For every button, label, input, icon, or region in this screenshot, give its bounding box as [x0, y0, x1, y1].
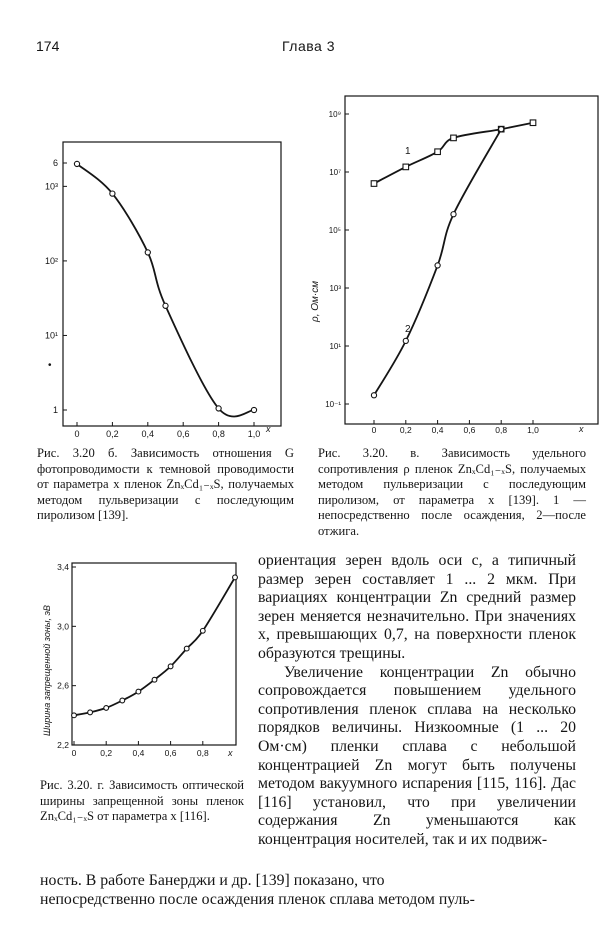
y-tick-label: 10³ [329, 284, 341, 293]
series-line-1 [374, 123, 533, 184]
data-point [152, 677, 157, 682]
caption-fig-b [37, 446, 294, 524]
y-tick-label: 10¹ [44, 330, 58, 341]
body-line-full-2: непосредственно после осаждения пленок сплава методом пуль- [40, 891, 475, 908]
data-point [88, 710, 93, 715]
data-point [120, 698, 125, 703]
caption-label: Рис. 3.20. в. [318, 446, 420, 460]
x-axis-symbol: x [579, 424, 584, 434]
caption-label: Рис. 3.20 б. [37, 446, 118, 460]
y-tick-label: 2,6 [57, 680, 69, 691]
caption-fig-v [318, 446, 586, 539]
data-point-series-2 [435, 263, 440, 268]
paragraph-2: Увеличение концентрации Zn обычно сопровождается повышением удельного сопротивления пленок сплава на несколько порядков величины. Низкоомные (1 ... 20 Ом·см) пленки сплава с небольшой концентрацией Zn могут быть получены методом вакуумного испарения [115, 116]. Дас [116] установил, что при увеличении содержания Zn уменьшаются как концентрация носителей, так и их подвиж- [258, 663, 576, 848]
x-tick-label: 0,8 [495, 425, 508, 435]
x-tick-label: 0,4 [132, 748, 145, 758]
data-point [110, 191, 115, 196]
y-tick-label: 10⁷ [329, 168, 341, 177]
x-axis-symbol: x [266, 424, 271, 434]
figure-3-20-v [305, 92, 610, 442]
paragraph-1: ориентация зерен вдоль оси c, а типичный размер зерен составляет 1 ... 2 мкм. При вариациях концентрации Zn средний размер зерен меняется незначительно. При значениях x, превышающих 0,7, на поверхности пленок образуются трещины. [258, 552, 576, 662]
data-point-series-2 [403, 338, 408, 343]
data-point [104, 706, 109, 711]
series-line-2 [374, 129, 501, 395]
curve-label-2: 2 [405, 324, 411, 335]
y-tick-label: 10¹ [329, 342, 341, 351]
plot-frame [72, 563, 236, 745]
page-number: 174 [36, 38, 60, 54]
data-point [74, 161, 79, 166]
x-tick-label: 0,2 [100, 748, 113, 758]
data-point [233, 575, 238, 580]
caption-label: Рис. 3.20. г. [40, 778, 105, 792]
y-tick-label: 3,0 [57, 621, 69, 632]
x-tick-label: 0,2 [106, 429, 119, 439]
data-point-series-1 [530, 120, 536, 126]
x-tick-label: 1,0 [247, 429, 261, 439]
data-point-series-2 [371, 393, 376, 398]
data-point [163, 303, 168, 308]
y-tick-label: 10³ [44, 181, 58, 192]
y-tick-label: 6 [52, 158, 58, 168]
y-axis-label: Ширина запрещенной зоны, эВ [42, 605, 52, 736]
curve-label-1: 1 [405, 146, 411, 157]
data-point [251, 407, 256, 412]
data-point-series-2 [451, 212, 456, 217]
data-point [200, 628, 205, 633]
y-tick-label: 3,4 [57, 562, 69, 572]
data-point-series-2 [499, 127, 504, 132]
body-text-column [258, 552, 576, 850]
series-line [74, 577, 235, 715]
data-point [216, 406, 221, 411]
x-tick-label: 0,6 [463, 425, 476, 435]
caption-text: Зависимость удельного сопротивления ρ пленок ZnₓCd₁₋ₓS, получаемых методом пульверизации с последующим пиролизом, от параметра x [139]. 1 — непосредственно после осаждения, 2—после отжига. [318, 446, 586, 538]
x-tick-label: 0,8 [212, 429, 225, 439]
caption-text: Зависимость отношения G фотопроводимости к темновой проводимости от параметра x пленок ZnₓCd₁₋ₓS, получаемых методом пульверизации с последующим пиролизом [139]. [37, 446, 295, 522]
data-point [72, 713, 77, 718]
x-tick-label: 0,6 [164, 748, 177, 758]
x-tick-label: 0,8 [196, 748, 209, 758]
data-point [168, 664, 173, 669]
data-point [145, 250, 150, 255]
x-tick-label: 0 [74, 429, 80, 439]
data-point-series-1 [451, 135, 457, 141]
y-axis-label: ρ, Ом·см [310, 280, 321, 322]
plot-frame [345, 96, 598, 424]
y-tick-label: 10⁻¹ [325, 400, 341, 409]
data-point-series-1 [371, 181, 377, 187]
x-tick-label: 0,2 [399, 425, 412, 435]
x-axis-symbol: x [228, 748, 233, 758]
x-tick-label: 0,4 [141, 429, 155, 439]
data-point [184, 646, 189, 651]
data-point [136, 689, 141, 694]
y-tick-label: 1 [52, 405, 58, 415]
chapter-header: Глава 3 [282, 38, 335, 54]
caption-text: Зависимость оптической ширины запрещенной зоны пленок ZnₓCd₁₋ₓS от параметра x [116]. [40, 778, 244, 823]
y-tick-label: 10⁹ [328, 110, 341, 119]
figure-3-20-g [38, 548, 243, 768]
data-point-series-1 [435, 149, 441, 155]
y-tick-label: 2,2 [57, 740, 69, 750]
x-tick-label: 1,0 [527, 425, 539, 435]
x-tick-label: 0,6 [176, 429, 190, 439]
body-line-full-1: ность. В работе Банерджи и др. [139] показано, что [40, 872, 385, 889]
figure-3-20-b [30, 138, 290, 438]
y-tick-label: 10⁵ [328, 226, 341, 235]
y-side-mark: • [48, 360, 52, 371]
x-tick-label: 0 [71, 748, 77, 758]
plot-frame [63, 142, 281, 426]
x-tick-label: 0 [371, 425, 377, 435]
data-point-series-1 [403, 164, 409, 170]
y-tick-label: 10² [44, 255, 58, 266]
series-line [77, 164, 254, 417]
x-tick-label: 0,4 [431, 425, 444, 435]
caption-fig-g [40, 778, 244, 825]
